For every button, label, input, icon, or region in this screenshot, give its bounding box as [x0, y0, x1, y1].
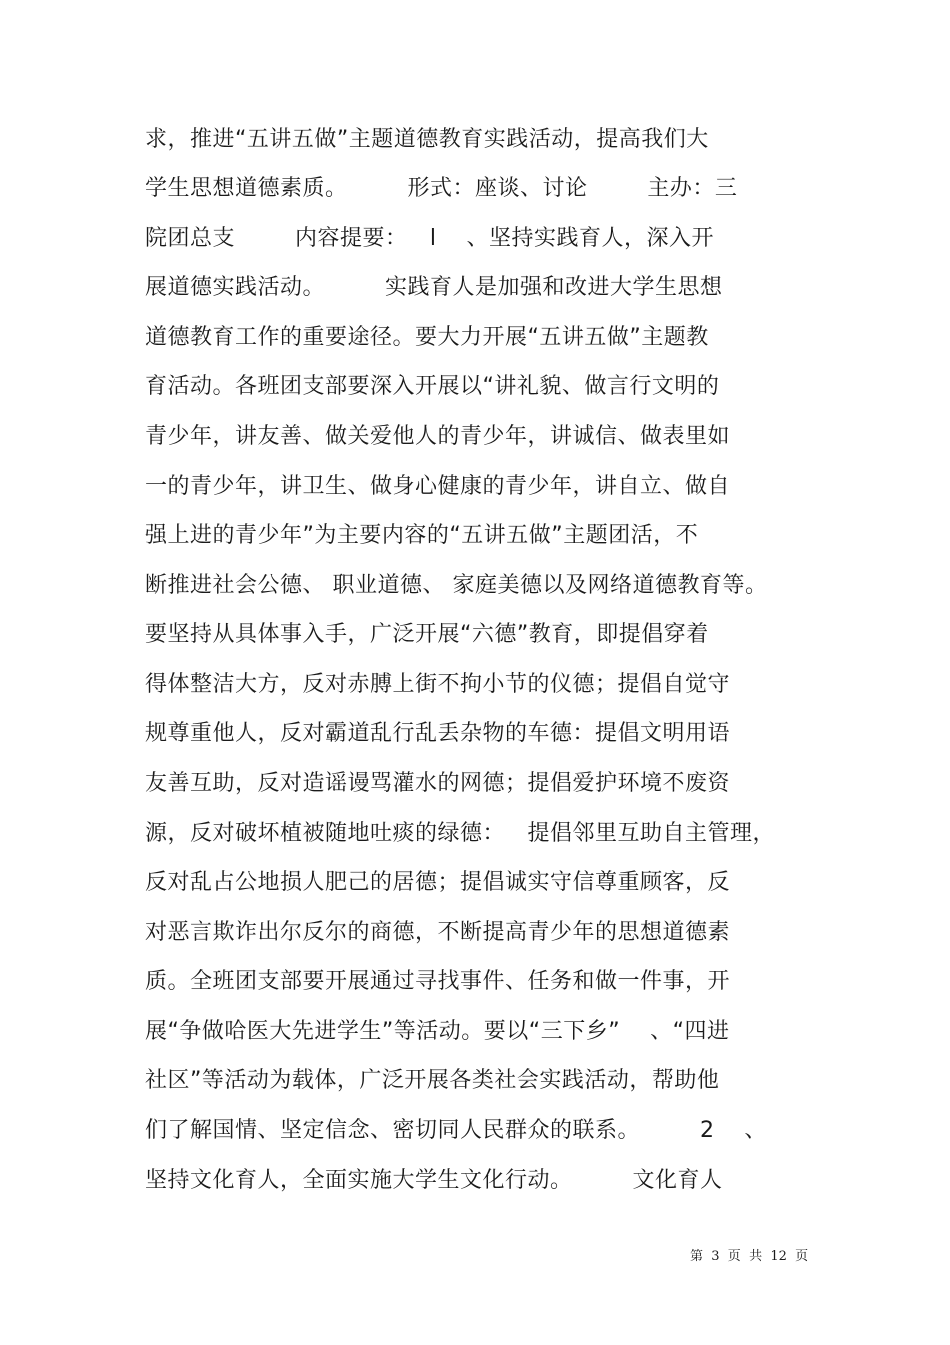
body-text-line: 规尊重他人，反对霸道乱行乱丢杂物的车德：提倡文明用语 [145, 721, 731, 746]
body-text-line: 要坚持从具体事入手，广泛开展“六德”教育，即提倡穿着 [145, 622, 709, 647]
body-text-line: 质。全班团支部要开展通过寻找事件、任务和做一件事，开 [145, 969, 731, 994]
body-text-line: 育活动。各班团支部要深入开展以“讲礼貌、做言行文明的 [145, 374, 720, 399]
body-text-line: 对恶言欺诈出尔反尔的商德，不断提高青少年的思想道德素 [145, 920, 731, 945]
body-text-line: 坚持文化育人，全面实施大学生文化行动。 文化育人 [145, 1168, 723, 1193]
body-text-line: 求，推进“五讲五做”主题道德教育实践活动，提高我们大 [145, 127, 709, 152]
body-text-line: 得体整洁大方，反对赤膊上街不拘小节的仪德；提倡自觉守 [145, 672, 731, 697]
body-text-line: 强上进的青少年”为主要内容的“五讲五做”主题团活，不 [145, 523, 699, 548]
page-indicator: 第 3 页 共 12 页 [690, 1249, 809, 1264]
body-text-line: 友善互助，反对造谣谩骂灌水的网德；提倡爱护环境不废资 [145, 771, 731, 796]
body-text-line: 一的青少年，讲卫生、做身心健康的青少年，讲自立、做自 [145, 474, 731, 499]
body-text-line: 源，反对破坏植被随地吐痰的绿德： 提倡邻里互助自主管理， [145, 821, 775, 846]
body-text-line: 展“争做哈医大先进学生”等活动。要以“三下乡” 、“四进 [145, 1019, 730, 1044]
body-text-line: 断推进社会公德、 职业道德、 家庭美德以及网络道德教育等。 [145, 573, 768, 598]
body-text-line: 院团总支 内容提要： l 、坚持实践育人，深入开 [145, 226, 715, 251]
body-text-line: 社区”等活动为载体，广泛开展各类社会实践活动，帮助他 [145, 1068, 720, 1093]
body-text-line: 展道德实践活动。 实践育人是加强和改进大学生思想 [145, 275, 723, 300]
body-text-line: 青少年，讲友善、做关爱他人的青少年，讲诚信、做表里如 [145, 424, 731, 449]
body-text-line: 们了解国情、坚定信念、密切同人民群众的联系。 2 、 [145, 1118, 767, 1143]
body-text-line: 反对乱占公地损人肥己的居德；提倡诚实守信尊重顾客，反 [145, 870, 731, 895]
body-text-line: 道德教育工作的重要途径。要大力开展“五讲五做”主题教 [145, 325, 709, 350]
body-text-line: 学生思想道德素质。 形式：座谈、讨论 主办：三 [145, 176, 738, 201]
